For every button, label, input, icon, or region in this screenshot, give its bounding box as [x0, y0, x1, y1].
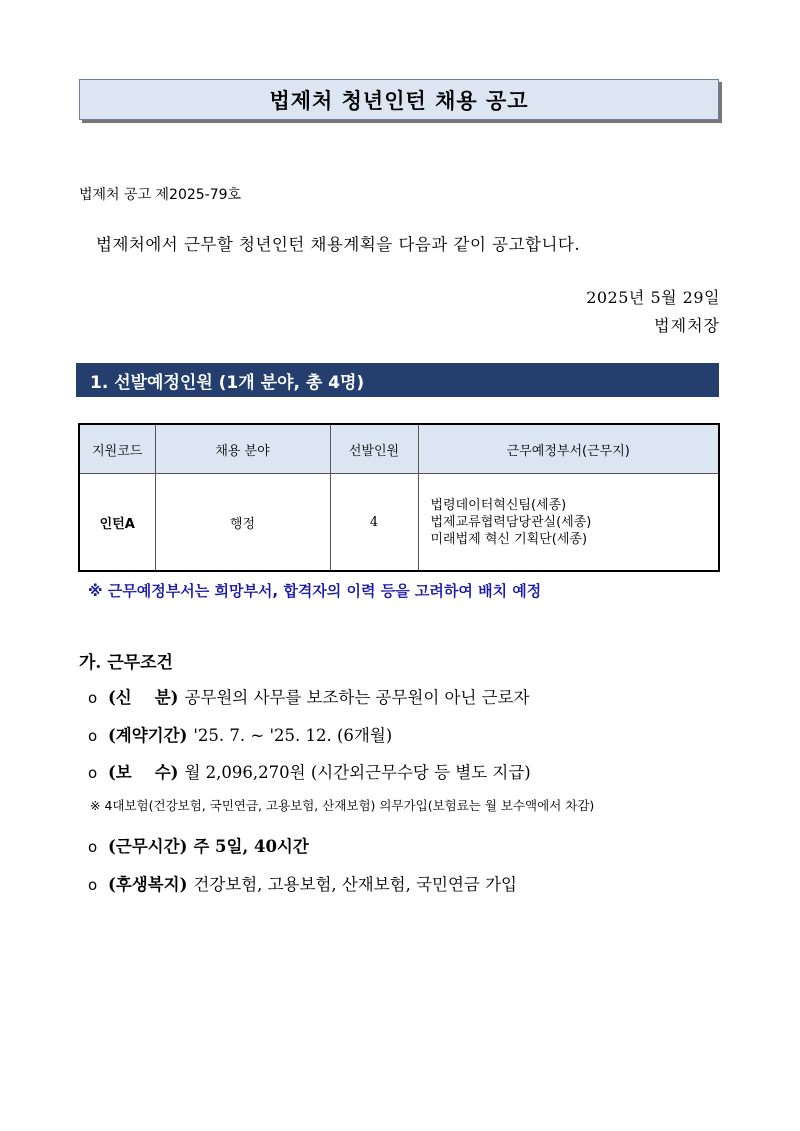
department-item: 법령데이터혁신팀(세종) [430, 497, 567, 513]
header-count: 선발인원 [330, 424, 418, 474]
issuer: 법제처장 [654, 316, 720, 335]
condition-label: (계약기간) [108, 726, 188, 745]
announcement-date: 2025년 5월 29일 [586, 288, 720, 307]
header-department: 근무예정부서(근무지) [418, 424, 719, 474]
condition-text: 건강보험, 고용보험, 산재보험, 국민연금 가입 [193, 875, 517, 894]
cell-code: 인턴A [79, 474, 155, 572]
bullet-icon: o [88, 689, 98, 707]
condition-label: (후생복지) [108, 875, 188, 894]
condition-label: (근무시간) [108, 837, 188, 856]
condition-text: 월 2,096,270원 (시간외근무수당 등 별도 지급) [184, 763, 531, 782]
section-heading-text: 1. 선발예정인원 (1개 분야, 총 4명) [90, 372, 365, 393]
condition-text: 주 5일, 40시간 [193, 837, 309, 856]
header-field: 채용 분야 [155, 424, 330, 474]
condition-item [88, 759, 531, 783]
condition-item [88, 871, 517, 895]
department-item: 미래법제 혁신 기획단(세종) [430, 531, 588, 547]
notice-number: 법제처 공고 제2025-79호 [79, 187, 242, 203]
table-header-row [79, 424, 719, 474]
table-row [79, 474, 719, 572]
cell-field: 행정 [155, 474, 330, 572]
placement-note: ※ 근무예정부서는 희망부서, 합격자의 이력 등을 고려하여 배치 예정 [88, 582, 542, 600]
bullet-icon: o [88, 838, 98, 856]
cell-count: 4 [330, 474, 418, 572]
condition-text: 공무원의 사무를 보조하는 공무원이 아닌 근로자 [184, 688, 530, 707]
condition-item [88, 722, 392, 746]
announcement-title [79, 79, 719, 120]
conditions-heading: 가. 근무조건 [79, 653, 173, 673]
recruitment-table [78, 423, 720, 572]
intro-text: 법제처에서 근무할 청년인턴 채용계획을 다음과 같이 공고합니다. [96, 235, 581, 254]
condition-item [88, 684, 530, 708]
condition-item [88, 833, 309, 857]
title-text: 법제처 청년인턴 채용 공고 [269, 88, 529, 113]
header-code: 지원코드 [79, 424, 155, 474]
department-item: 법제교류협력담당관실(세종) [430, 514, 592, 530]
condition-label: (신 분) [108, 688, 179, 707]
condition-text: '25. 7. ~ '25. 12. (6개월) [193, 726, 393, 745]
cell-departments [418, 474, 719, 572]
bullet-icon: o [88, 727, 98, 745]
bullet-icon: o [88, 876, 98, 894]
section-heading-1 [76, 363, 719, 397]
insurance-note: ※ 4대보험(건강보험, 국민연금, 고용보험, 산재보험) 의무가입(보험료는 월 보수액에서 차감) [90, 798, 595, 813]
bullet-icon: o [88, 764, 98, 782]
condition-label: (보 수) [108, 763, 179, 782]
